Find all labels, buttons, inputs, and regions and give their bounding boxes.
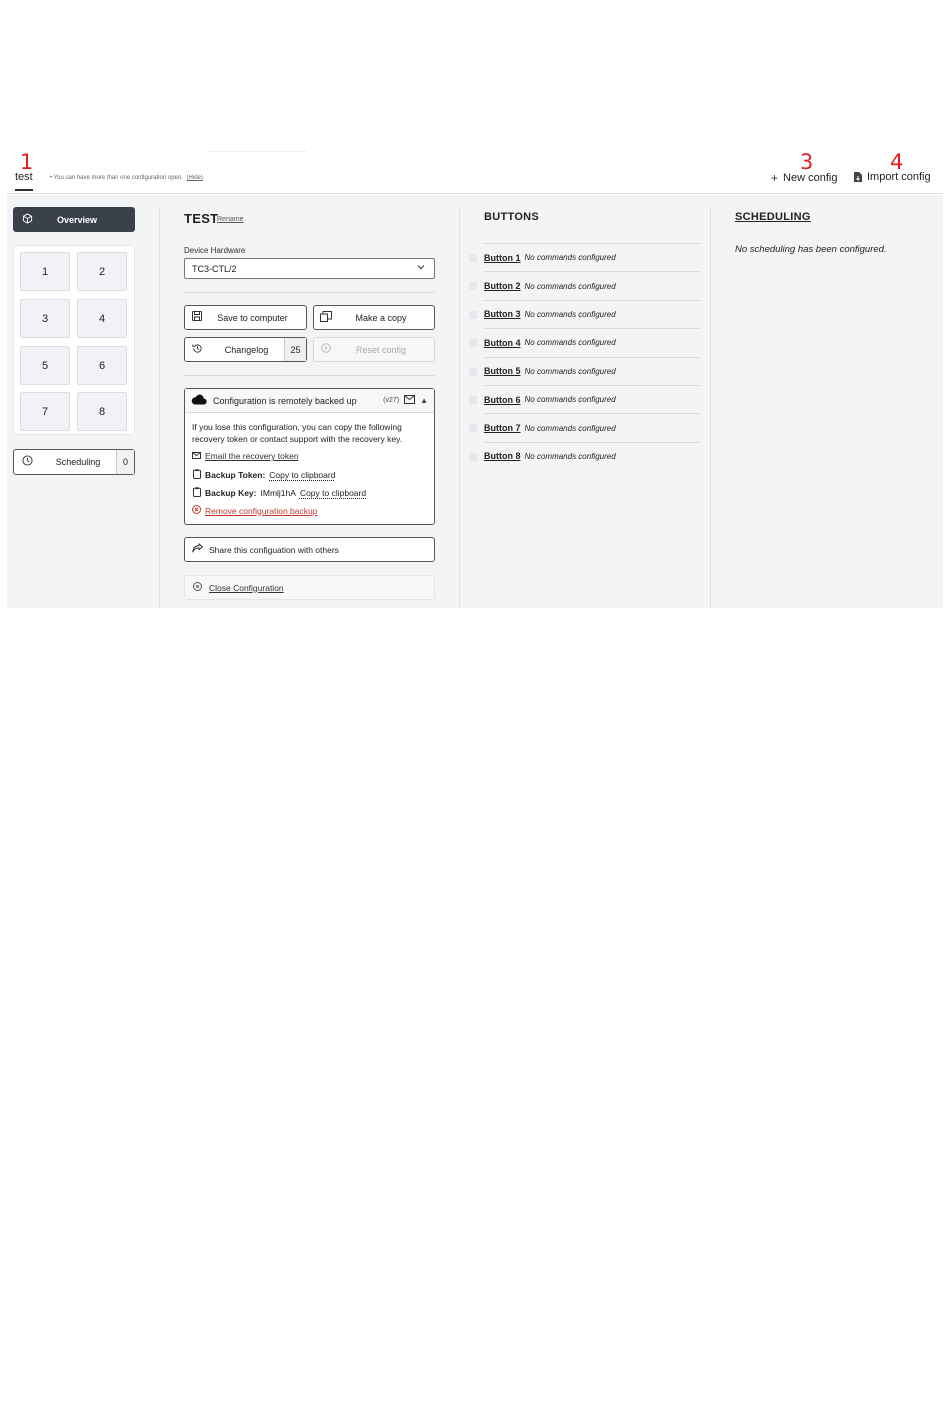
config-tab-bar (7, 162, 943, 194)
button-indicator-icon (469, 311, 477, 319)
hint-text: • You can have more than one configuration open. (50, 175, 183, 181)
collapse-caret-icon[interactable]: ▲ (420, 396, 428, 405)
close-circle-icon (192, 505, 201, 516)
history-icon (185, 343, 209, 357)
changelog-label: Changelog (224, 344, 269, 355)
backup-key-value: IMmlj1hA (260, 488, 296, 498)
chevron-down-icon (417, 263, 425, 273)
file-import-icon (854, 172, 862, 182)
save-to-computer-button[interactable] (184, 305, 307, 330)
clipboard-icon (192, 469, 201, 481)
backup-token-label: Backup Token: (205, 470, 266, 480)
clipboard-icon (192, 487, 201, 499)
save-icon (185, 311, 209, 324)
save-to-computer-label: Save to computer (217, 312, 288, 323)
scheduling-count-badge: 0 (116, 450, 134, 474)
button-status: No commands configured (524, 451, 616, 461)
cloud-icon (185, 393, 213, 408)
reset-config-label: Reset config (355, 344, 407, 355)
new-config-label: New config (783, 172, 838, 184)
share-icon (185, 543, 209, 556)
button-status: No commands configured (524, 338, 616, 348)
copy-token-link[interactable]: Copy to clipboard (269, 470, 336, 480)
button-name-link[interactable]: Button 6 (484, 394, 521, 405)
button-name-link[interactable]: Button 3 (484, 309, 521, 320)
button-name-link[interactable]: Button 1 (484, 252, 521, 263)
changelog-count-badge: 25 (284, 338, 306, 361)
button-name-link[interactable]: Button 7 (484, 423, 521, 434)
grid-button-5[interactable]: 5 (20, 346, 70, 385)
button-indicator-icon (469, 339, 477, 347)
reset-icon (314, 343, 338, 356)
backup-key-row (192, 487, 366, 499)
button-name-link[interactable]: Button 5 (484, 366, 521, 377)
grid-button-3[interactable]: 3 (20, 299, 70, 338)
device-hardware-label: Device Hardware (184, 246, 246, 255)
rename-link[interactable]: Rename (217, 216, 244, 223)
button-indicator-icon (469, 424, 477, 432)
grid-button-2[interactable]: 2 (77, 252, 127, 291)
backup-panel (184, 388, 435, 525)
button-status: No commands configured (524, 309, 616, 319)
grid-button-4[interactable]: 4 (77, 299, 127, 338)
multi-config-hint (50, 175, 203, 181)
share-config-button[interactable] (184, 537, 435, 562)
button-indicator-icon (469, 368, 477, 376)
changelog-button[interactable] (184, 337, 307, 362)
envelope-small-icon (192, 451, 201, 461)
remove-backup-link[interactable] (192, 505, 317, 516)
button-name-link[interactable]: Button 4 (484, 337, 521, 348)
overview-button[interactable] (13, 207, 135, 232)
scheduling-panel-title[interactable]: SCHEDULING (735, 211, 811, 223)
import-config-button[interactable] (854, 171, 931, 183)
overview-label: Overview (56, 214, 98, 225)
close-circle-icon (185, 582, 209, 594)
cube-icon (13, 213, 41, 227)
list-item (484, 442, 700, 470)
import-config-label: Import config (867, 171, 931, 183)
plus-icon: + (771, 171, 779, 185)
device-hardware-value: TC3-CTL/2 (192, 263, 237, 274)
email-recovery-token-link[interactable] (192, 451, 299, 461)
scheduling-empty-text: No scheduling has been configured. (735, 244, 887, 255)
list-item (484, 243, 700, 271)
annotation-3: 3 (800, 150, 814, 174)
list-item (484, 413, 700, 441)
reset-config-button[interactable] (313, 337, 435, 362)
grid-button-7[interactable]: 7 (20, 392, 70, 431)
backup-status-text: Configuration is remotely backed up (213, 395, 357, 406)
backup-token-row (192, 469, 335, 481)
buttons-list (484, 243, 700, 470)
list-item (484, 357, 700, 385)
list-item (484, 300, 700, 328)
email-recovery-token-label: Email the recovery token (205, 451, 299, 461)
make-a-copy-button[interactable] (313, 305, 435, 330)
button-status: No commands configured (524, 281, 616, 291)
grid-button-6[interactable]: 6 (77, 346, 127, 385)
envelope-icon[interactable] (404, 395, 415, 407)
button-name-link[interactable]: Button 2 (484, 281, 521, 292)
grid-button-1[interactable]: 1 (20, 252, 70, 291)
buttons-panel-title: BUTTONS (484, 211, 540, 223)
button-name-link[interactable]: Button 8 (484, 451, 521, 462)
copy-key-link[interactable]: Copy to clipboard (299, 488, 367, 498)
device-hardware-select[interactable] (184, 258, 435, 279)
annotation-4: 4 (890, 150, 904, 174)
list-item (484, 328, 700, 356)
button-status: No commands configured (524, 395, 616, 405)
close-config-label: Close Configuration (209, 582, 284, 593)
button-status: No commands configured (524, 423, 616, 433)
button-status: No commands configured (524, 366, 616, 376)
clock-icon (14, 455, 40, 469)
grid-button-8[interactable]: 8 (77, 392, 127, 431)
config-title: TEST (184, 211, 219, 226)
backup-key-label: Backup Key: (205, 488, 257, 498)
list-item (484, 271, 700, 299)
button-indicator-icon (469, 396, 477, 404)
backup-version: (v27) (383, 397, 400, 404)
backup-panel-header[interactable] (185, 389, 434, 413)
remove-backup-label: Remove configuration backup (205, 505, 318, 516)
tab-test[interactable]: test (15, 171, 33, 191)
annotation-1: 1 (20, 150, 34, 174)
sidebar-scheduling-button[interactable] (13, 449, 135, 475)
share-config-label: Share this configuation with others (209, 544, 339, 555)
button-indicator-icon (469, 254, 477, 262)
config-workspace (7, 195, 943, 608)
button-indicator-icon (469, 282, 477, 290)
button-status: No commands configured (524, 253, 616, 263)
copy-icon (314, 311, 338, 325)
make-a-copy-label: Make a copy (355, 312, 407, 323)
button-indicator-icon (469, 453, 477, 461)
close-config-button[interactable] (184, 575, 435, 600)
button-grid (13, 245, 135, 435)
new-config-button[interactable] (771, 171, 837, 185)
list-item (484, 385, 700, 413)
backup-description: If you lose this configuration, you can copy the following recovery token or contact support with the recovery key. (192, 422, 403, 444)
scheduling-label: Scheduling (55, 457, 101, 467)
hide-hint-link[interactable]: (Hide) (186, 175, 203, 181)
